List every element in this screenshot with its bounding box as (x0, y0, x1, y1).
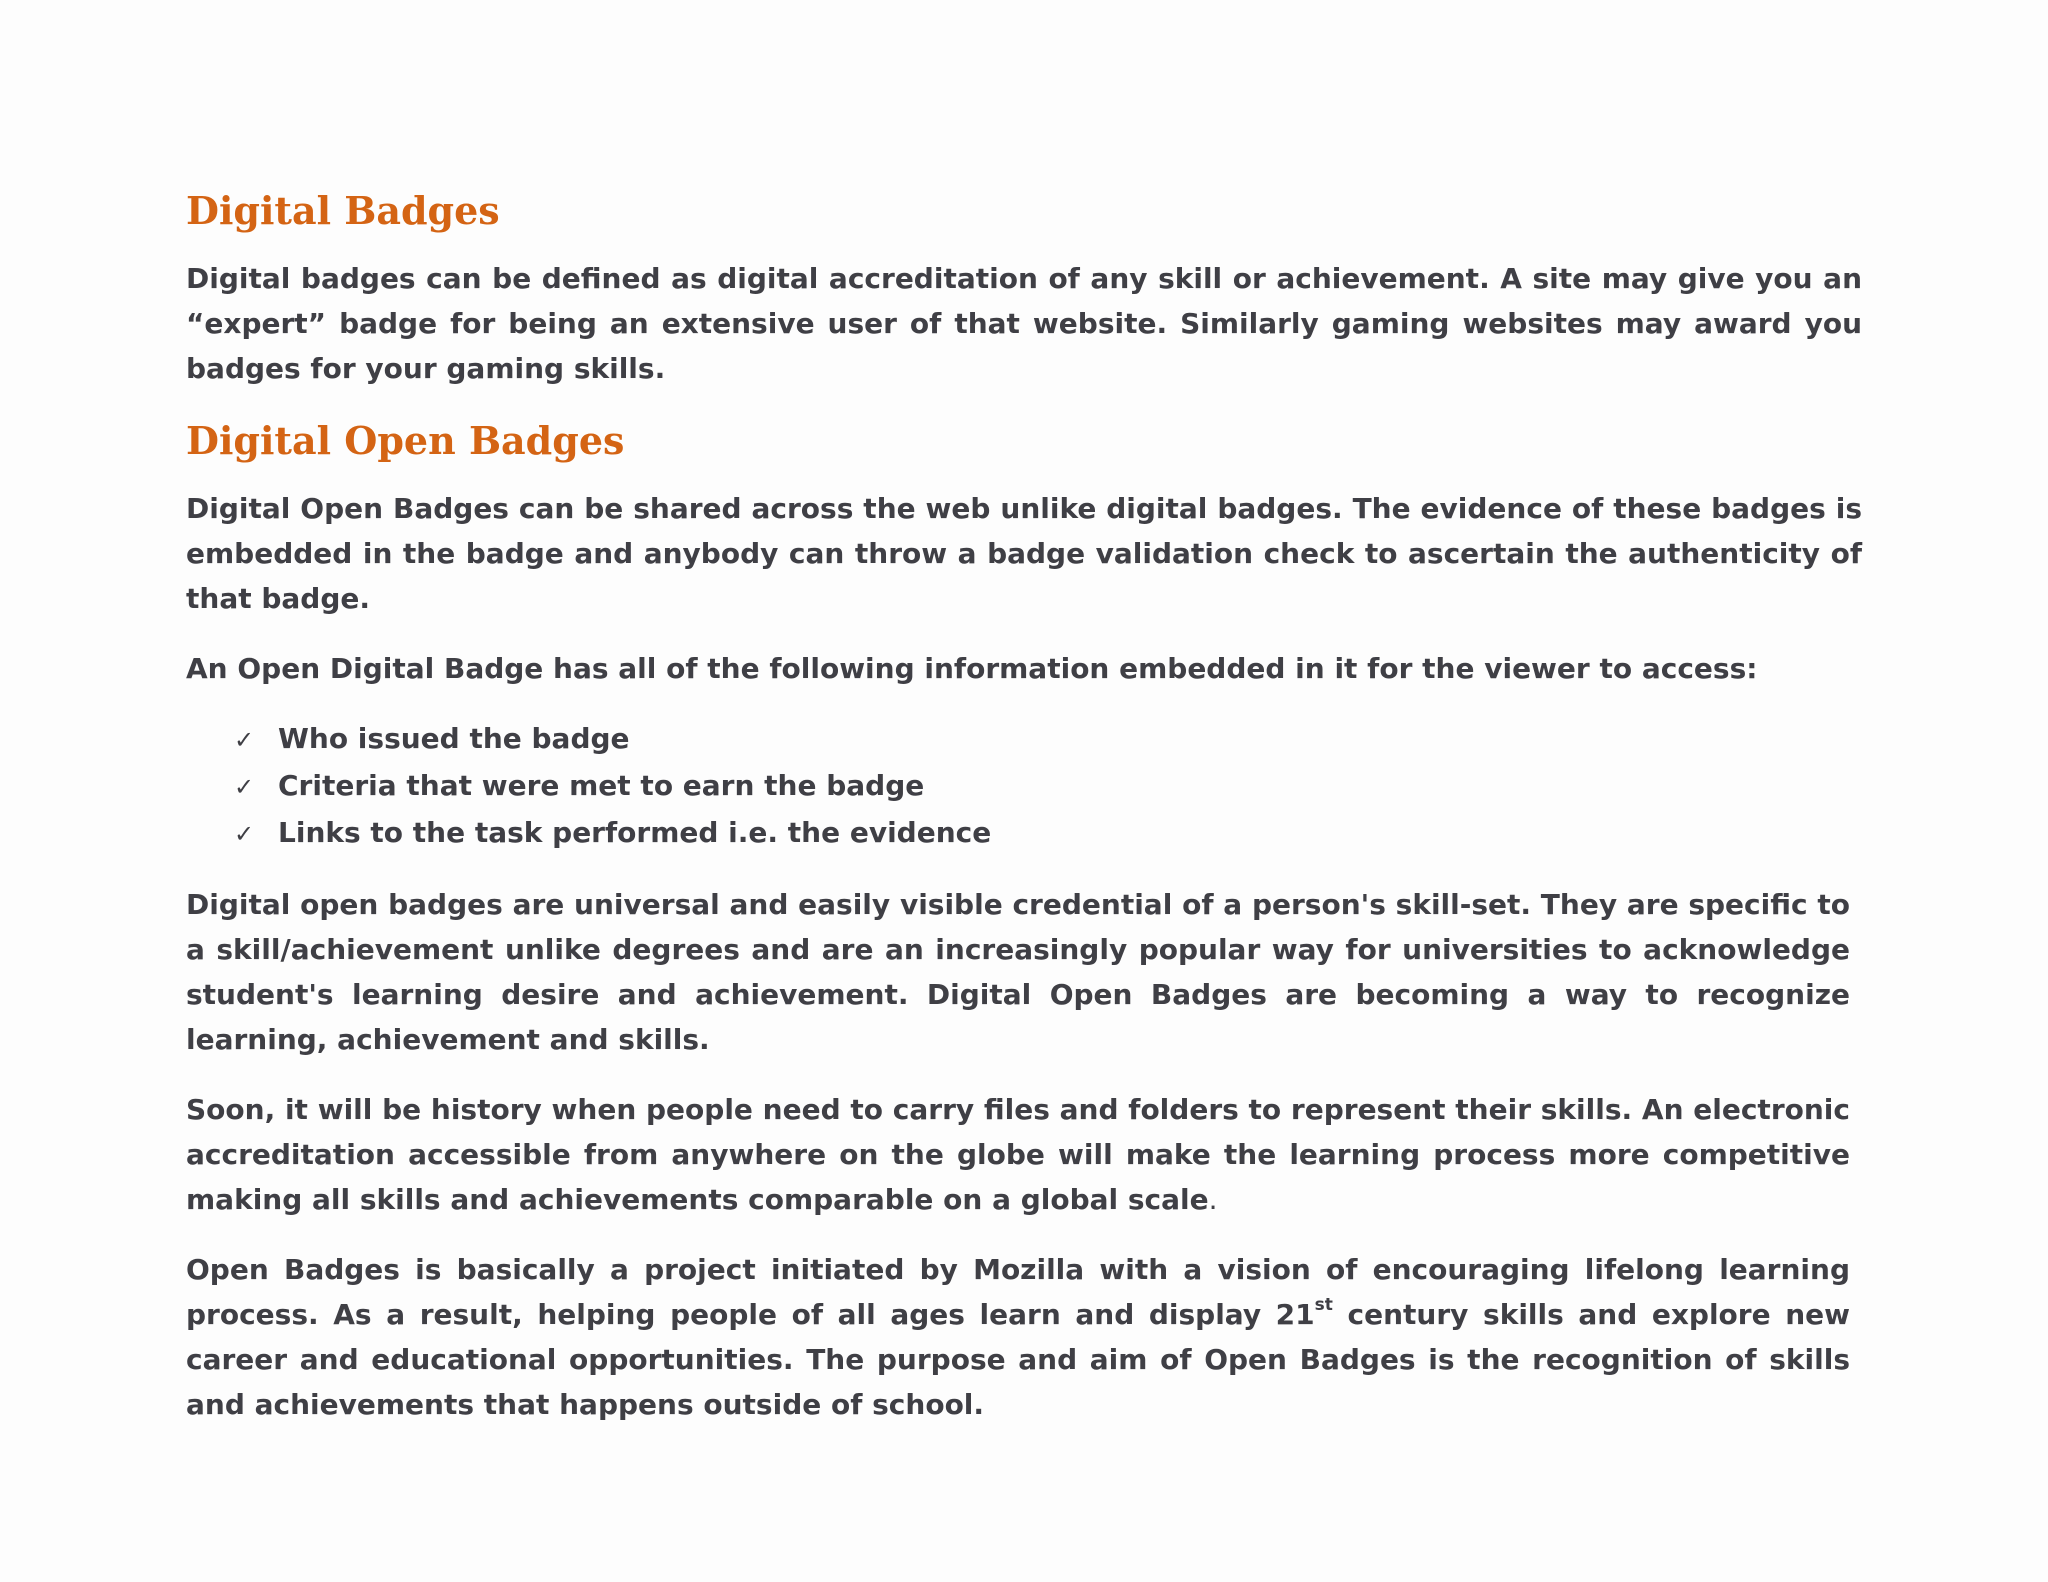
digital-badges-paragraph: Digital badges can be defined as digital accreditation of any skill or achievement. A site may give you an “expert” badge for being an extensive user of that website. Similarly gaming websites may award you badges for your gaming skills. (186, 262, 1862, 385)
list-item-text: Who issued the badge (278, 722, 630, 755)
list-item (234, 716, 1862, 763)
paragraph-text: Open Badges is basically a project initiated by Mozilla with a vision of encouraging lifelong learning process. As a result, helping people of all ages learn and display 21 (186, 1253, 1850, 1331)
electronic-accreditation-paragraph (186, 1087, 1850, 1222)
list-item (234, 810, 1862, 857)
paragraph-text: century skills and explore new career and educational opportunities. The purpose and aim of Open Badges is the recognition of skills and achievements that happens outside of school. (186, 1298, 1850, 1421)
open-badges-info-paragraph: An Open Digital Badge has all of the following information embedded in it for the viewer to access: (186, 652, 1758, 685)
checkmark-icon: ✓ (234, 726, 255, 754)
paragraph-end-period: . (1208, 1183, 1218, 1216)
ordinal-superscript: st (1314, 1295, 1333, 1315)
mozilla-project-paragraph (186, 1247, 1850, 1427)
badge-info-list (186, 716, 1862, 857)
list-item (234, 763, 1862, 810)
section-heading-digital-open-badges: Digital Open Badges (186, 418, 625, 463)
list-item-text: Criteria that were met to earn the badge (278, 769, 925, 802)
universal-credential-paragraph: Digital open badges are universal and easily visible credential of a person's skill-set. They are specific to a skill/achievement unlike degrees and are an increasingly popular way for universities to acknowledge student's learning desire and achievement. Digital Open Badges are becoming a way to recognize learning, achievement and skills. (186, 888, 1850, 1056)
checkmark-icon: ✓ (234, 773, 255, 801)
document-page (186, 186, 1862, 1452)
paragraph-text: Soon, it will be history when people need to carry files and folders to represent their skills. An electronic accreditation accessible from anywhere on the globe will make the learning process more competitive making all skills and achievements comparable on a global scale (186, 1093, 1850, 1216)
section-heading-digital-badges: Digital Badges (186, 188, 500, 233)
open-badges-intro-paragraph: Digital Open Badges can be shared across the web unlike digital badges. The evidence of these badges is embedded in the badge and anybody can throw a badge validation check to ascertain the authenticity of that badge. (186, 492, 1862, 615)
checkmark-icon: ✓ (234, 820, 255, 848)
list-item-text: Links to the task performed i.e. the evidence (278, 816, 992, 849)
